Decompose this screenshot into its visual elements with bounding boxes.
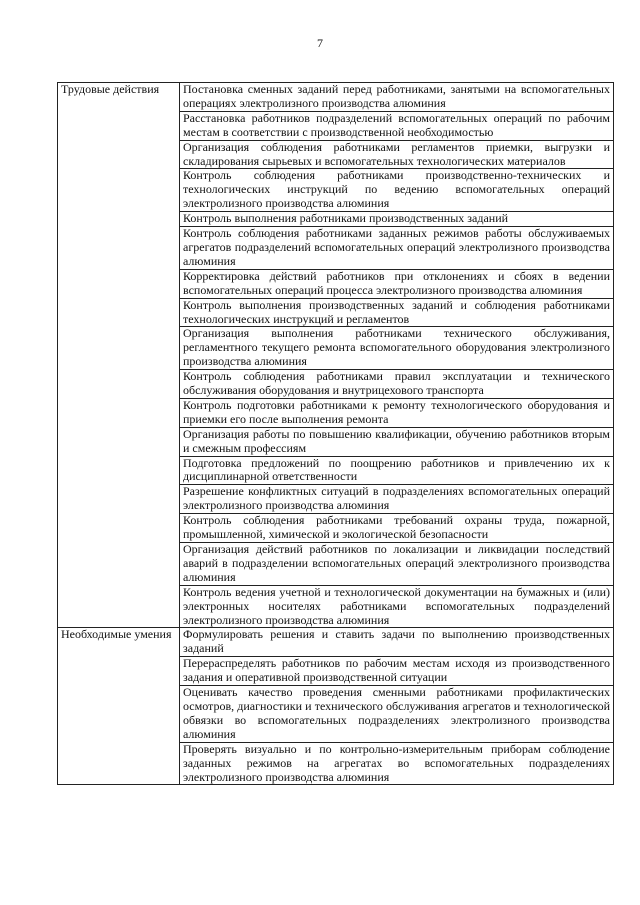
table-cell: Контроль соблюдения работниками заданных режимов работы обслуживаемых агрегатов подразделений вспомогательных операций электролизного производства алюминия: [180, 227, 614, 270]
table-cell: Контроль соблюдения работниками правил эксплуатации и технического обслуживания оборудования и внутрицехового транспорта: [180, 370, 614, 399]
labor-functions-table: [57, 82, 614, 785]
table-cell: Расстановка работников подразделений вспомогательных операций по рабочим местам в соответствии с производственной необходимостью: [180, 111, 614, 140]
table-cell: Оценивать качество проведения сменными работниками профилактических осмотров, диагностики и технического обслуживания агрегатов и технологической обвязки во вспомогательных подразделениях электролизного производства алюминия: [180, 686, 614, 743]
table-cell: Проверять визуально и по контрольно-измерительным приборам соблюдение заданных режимов на агрегатах во вспомогательных подразделениях электролизного производства алюминия: [180, 742, 614, 785]
section-label-labor-actions: Трудовые действия: [58, 83, 180, 628]
table-row: [58, 628, 614, 657]
page-number: 7: [317, 36, 323, 50]
table-cell: Подготовка предложений по поощрению работников и привлечению их к дисциплинарной ответственности: [180, 456, 614, 485]
table-cell: Перераспределять работников по рабочим местам исходя из производственного задания и оперативной производственной ситуации: [180, 657, 614, 686]
table-cell: Контроль выполнения работниками производственных заданий: [180, 212, 614, 227]
table-cell: Формулировать решения и ставить задачи по выполнению производственных заданий: [180, 628, 614, 657]
table-cell: Организация соблюдения работниками регламентов приемки, выгрузки и складирования сырьевых и вспомогательных технологических материалов: [180, 140, 614, 169]
table-cell: Контроль выполнения производственных заданий и соблюдения работниками технологических инструкций и регламентов: [180, 298, 614, 327]
section-label-required-skills: Необходимые умения: [58, 628, 180, 785]
table-cell: Разрешение конфликтных ситуаций в подразделениях вспомогательных операций электролизного производства алюминия: [180, 485, 614, 514]
table-row: [58, 83, 614, 112]
table-cell: Организация выполнения работниками технического обслуживания, регламентного текущего ремонта вспомогательного оборудования электролизного производства алюминия: [180, 327, 614, 370]
table-cell: Контроль подготовки работниками к ремонту технологического оборудования и приемки его после выполнения ремонта: [180, 398, 614, 427]
table-cell: Контроль ведения учетной и технологической документации на бумажных и (или) электронных носителях работниками вспомогательных подразделений электролизного производства алюминия: [180, 585, 614, 628]
table-cell: Контроль соблюдения работниками производственно-технических и технологических инструкций по ведению вспомогательных операций электролизного производства алюминия: [180, 169, 614, 212]
table-cell: Контроль соблюдения работниками требований охраны труда, пожарной, промышленной, химической и экологической безопасности: [180, 514, 614, 543]
table-cell: Организация работы по повышению квалификации, обучению работников вторым и смежным профессиям: [180, 427, 614, 456]
table-cell: Организация действий работников по локализации и ликвидации последствий аварий в подразделении вспомогательных операций электролизного производства алюминия: [180, 543, 614, 586]
table-cell: Постановка сменных заданий перед работниками, занятыми на вспомогательных операциях электролизного производства алюминия: [180, 83, 614, 112]
table-cell: Корректировка действий работников при отклонениях и сбоях в ведении вспомогательных операций процесса электролизного производства алюминия: [180, 269, 614, 298]
